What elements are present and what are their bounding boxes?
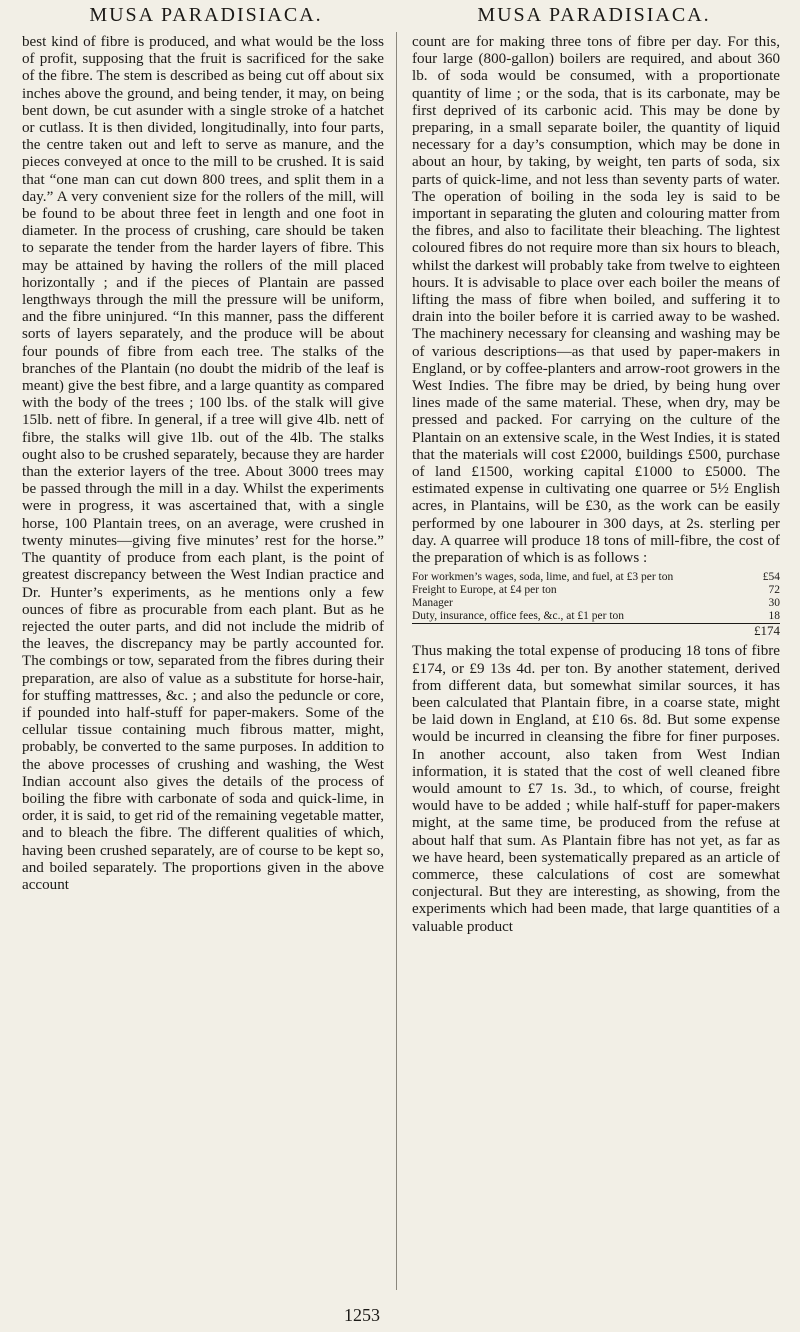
cost-row <box>412 610 780 624</box>
left-column <box>22 34 384 1302</box>
cost-label: Duty, insurance, office fees, &c., at £1 per ton <box>412 610 625 623</box>
cost-label: Manager <box>412 597 453 610</box>
cost-total: £174 <box>746 624 780 638</box>
page-number: 1253 <box>344 1305 380 1325</box>
right-column-text-top: count are for making three tons of fibre per day. For this, four large (800-gallon) boilers are required, and about 360 lb. of soda would be consumed, with a proportionate quantity of lime ; or the soda, that is its carbonate, may be first deprived of its carbonic acid. This may be done by preparing, in a small separate boiler, the quantity of liquid necessary for a day’s consumption, which may be done in about an hour, by taking, by weight, ten parts of soda, six parts of quick-lime, and not less than seventy parts of water. The operation of boiling in the soda ley is said to be important in separating the gluten and colouring matter from the fibres, and also to facilitate their bleaching. The lightest coloured fibres do not require more than six hours to bleach, whilst the darkest will probably take from twelve to eighteen hours. It is advisable to place over each boiler the means of lifting the mass of fibre when boiled, and suffering it to drain into the boiler before it is carried away to be washed. The machinery necessary for cleansing and washing may be of various descriptions—as that used by paper-makers in England, or by coffee-planters and arrow-root growers in the West Indies. The fibre may be dried, by being hung over lines made of the same material. These, when dry, may be pressed and packed. For carrying on the culture of the Plantain on an extensive scale, in the West Indies, it is stated that the materials will cost £2000, buildings £500, purchase of land £1500, working capital £1000 to £5000. The estimated expense in cultivating one quarree or 5½ English acres, in Plantains, will be £30, as the work can be easily performed by one labourer in 300 days, at 2s. sterling per day. A quarree will produce 18 tons of mill-fibre, the cost of the preparation of which is as follows : <box>412 34 780 567</box>
cost-row <box>412 597 780 610</box>
cost-total-row <box>412 624 780 638</box>
cost-row <box>412 571 780 584</box>
column-divider <box>396 32 397 1290</box>
right-column-text-bottom: Thus making the total expense of producing 18 tons of fibre £174, or £9 13s 4d. per ton. By another statement, derived from different data, but somewhat similar sources, it has been calculated that Plantain fibre, in a coarse state, might be laid down in England, at £10 6s. 8d. But some expense would be incurred in cleansing the fibre for finer purposes. In another account, also taken from West Indian information, it is stated that the cost of well cleaned fibre would amount to £7 1s. 3d., to which, of course, freight would have to be added ; while half-stuff for paper-makers might, at the same time, be produced from the refuse at about half that sum. As Plantain fibre has not yet, as far as we have heard, been systematically prepared as an article of commerce, these calculations of cost are somewhat conjectural. But they are interesting, as showing, from the experiments which had been made, that large quantities of a valuable product <box>412 643 780 935</box>
cost-table <box>412 571 780 637</box>
running-header-left: MUSA PARADISIACA. <box>89 4 323 26</box>
cost-amount: £54 <box>762 571 780 584</box>
cost-amount: 30 <box>768 597 780 610</box>
cost-amount: 72 <box>768 584 780 597</box>
left-column-text: best kind of fibre is produced, and what would be the loss of profit, supposing that the fruit is sacrificed for the sake of the fibre. The stem is described as being cut off about six inches above the ground, and being tender, it may, on being bent down, be cut asunder with a single stroke of a hatchet or cutlass. It is then divided, longitudinally, into four parts, the centre taken out and left to serve as manure, and the pieces conveyed at once to the mill to be crushed. It is said that “one man can cut down 800 trees, and split them in a day.” A very convenient size for the rollers of the mill, will be found to be about three feet in length and one foot in diameter. In the process of crushing, care should be taken to separate the tender from the harder layers of fibre. This may be attained by having the rollers of the mill placed horizontally ; and if the pieces of Plantain are passed lengthways through the mill the pressure will be uniform, and the fibre uninjured. “In this manner, pass the different sorts of layers separately, and the produce will be about four pounds of fibre from each tree. The stalks of the branches of the Plantain (no doubt the midrib of the leaf is meant) give the best fibre, and a large quantity as compared with the body of the trees ; 100 lbs. of the stalk will give 15lb. nett of fibre. In general, if a tree will give 4lb. nett of fibre, the stalks will give 1lb. out of the 4lb. The stalks ought also to be crushed separately, because they are harder than the exterior layers of the tree. About 3000 trees may be passed through the mill in a day. Whilst the experiments were in progress, it was ascertained that, with a single horse, 100 Plantain trees, on an average, were crushed in twenty minutes—giving five minutes’ rest for the horse.” The quantity of produce from each plant, is the point of greatest discrepancy between the West Indian practice and Dr. Hunter’s experiments, as he mentions only a few ounces of fibre as procurable from each plant. But as he rejected the outer parts, and did not include the midrib of the leaves, the discrepancy may be partly accounted for. The combings or tow, separated from the fibres during their preparation, are also of value as a substitute for horse-hair, for stuffing mattresses, &c. ; and also the peduncle or core, if pounded into half-stuff for paper-makers. Some of the cellular tissue containing much fibrous matter, might, probably, be converted to the same purposes. In addition to the above processes of crushing and washing, the West Indian account also gives the details of the process of boiling the fibre with carbonate of soda and quick-lime, in order, it is said, to get rid of the remaining vegetable matter, and to bleach the fibre. The different qualities of which, having been crushed separately, are of course to be kept so, and boiled separately. The proportions given in the above account <box>22 34 384 893</box>
right-column <box>412 34 780 1302</box>
cost-amount: 18 <box>768 610 780 623</box>
cost-label: For workmen’s wages, soda, lime, and fuel, at £3 per ton <box>412 571 674 584</box>
running-header-right: MUSA PARADISIACA. <box>477 4 711 26</box>
cost-row <box>412 584 780 597</box>
cost-label: Freight to Europe, at £4 per ton <box>412 584 557 597</box>
